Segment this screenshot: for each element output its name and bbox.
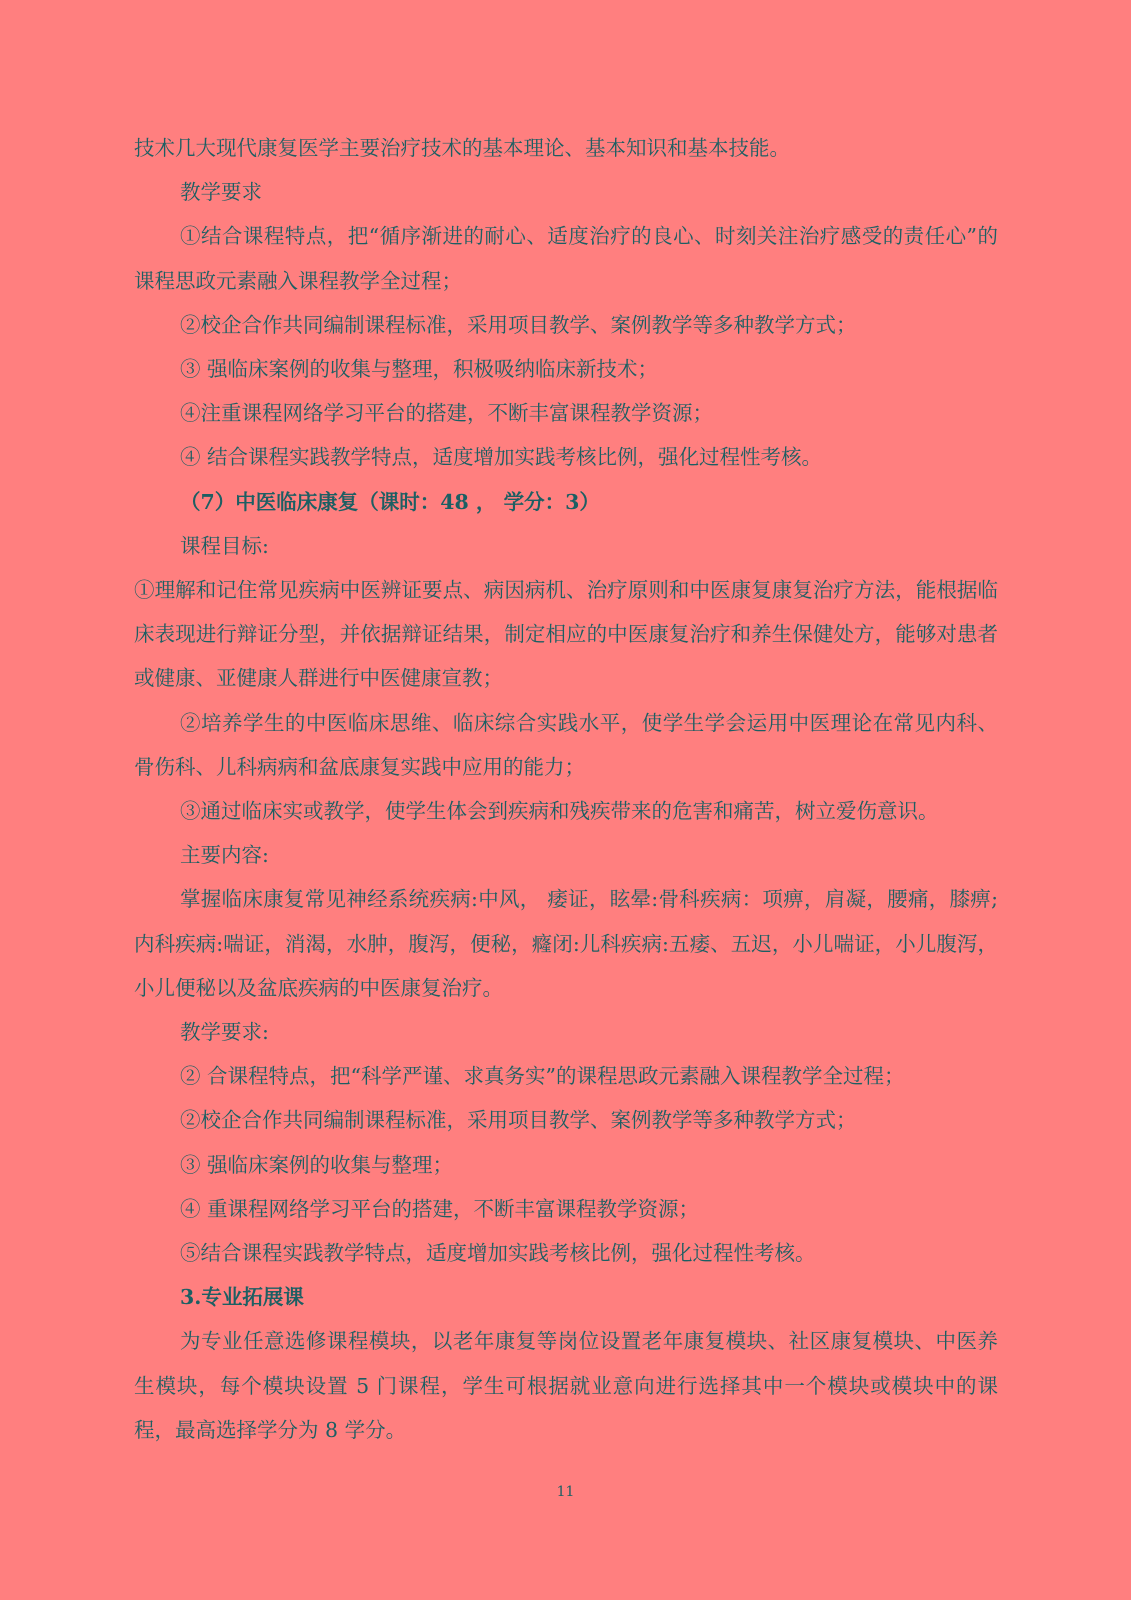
list-item: ② 合课程特点，把“科学严谨、求真务实”的课程思政元素融入课程教学全过程；: [180, 1064, 905, 1089]
list-item: ③ 强临床案例的收集与整理，积极吸纳临床新技术；: [180, 357, 659, 382]
list-item: ②校企合作共同编制课程标准，采用项目教学、案例教学等多种教学方式；: [180, 312, 857, 337]
list-item: ③ 强临床案例的收集与整理；: [180, 1152, 454, 1177]
list-item: ③通过临床实或教学，使学生体会到疾病和残疾带来的危害和痛苦，树立爱伤意识。: [180, 799, 939, 824]
page-number: 11: [556, 1484, 575, 1500]
section-label: 课程目标:: [180, 533, 269, 558]
list-item: ⑤结合课程实践教学特点，适度增加实践考核比例，强化过程性考核。: [180, 1241, 816, 1266]
section-label: 教学要求: [180, 180, 262, 205]
course-heading: （7）中医临床康复（课时：48 ， 学分：3）: [180, 489, 600, 514]
list-item: ④ 结合课程实践教学特点，适度增加实践考核比例，强化过程性考核。: [180, 445, 823, 470]
section-label: 主要内容:: [180, 843, 269, 868]
list-item: ②校企合作共同编制课程标准，采用项目教学、案例教学等多种教学方式；: [180, 1108, 857, 1133]
paragraph: 为专业任意选修课程模块，以老年康复等岗位设置老年康复模块、社区康复模块、中医养生模块，每个模块设置 5 门课程，学生可根据就业意向进行选择其中一个模块或模块中的课程，最高选择学分为 8 学分。: [134, 1329, 998, 1442]
list-item: ①结合课程特点，把“循序渐进的耐心、适度治疗的良心、时刻关注治疗感受的责任心”的课程思政元素融入课程教学全过程；: [134, 224, 998, 293]
list-item: ①理解和记住常见疾病中医辨证要点、病因病机、治疗原则和中医康复康复治疗方法，能根据临床表现进行辩证分型，并依据辩证结果，制定相应的中医康复治疗和养生保健处方，能够对患者或健康、亚健康人群进行中医健康宣教；: [134, 578, 998, 691]
paragraph: 技术几大现代康复医学主要治疗技术的基本理论、基本知识和基本技能。: [134, 136, 790, 160]
section-label: 教学要求:: [180, 1020, 269, 1045]
list-item: ④注重课程网络学习平台的搭建，不断丰富课程教学资源；: [180, 401, 713, 426]
paragraph: 掌握临床康复常见神经系统疾病:中风， 痿证，眩晕:骨科疾病：项痹，肩凝，腰痛，膝痹;内科疾病:喘证，消渴，水肿，腹泻，便秘，癃闭:儿科疾病:五痿、五迟，小儿喘证，小儿腹泻，小儿便秘以及盆底疾病的中医康复治疗。: [134, 887, 998, 1000]
document-body: [134, 126, 998, 1452]
list-item: ②培养学生的中医临床思维、临床综合实践水平，使学生学会运用中医理论在常见内科、骨伤科、儿科病病和盆底康复实践中应用的能力；: [134, 710, 998, 779]
section-heading: 3.专业拓展课: [180, 1285, 304, 1310]
list-item: ④ 重课程网络学习平台的搭建，不断丰富课程教学资源；: [180, 1196, 700, 1221]
